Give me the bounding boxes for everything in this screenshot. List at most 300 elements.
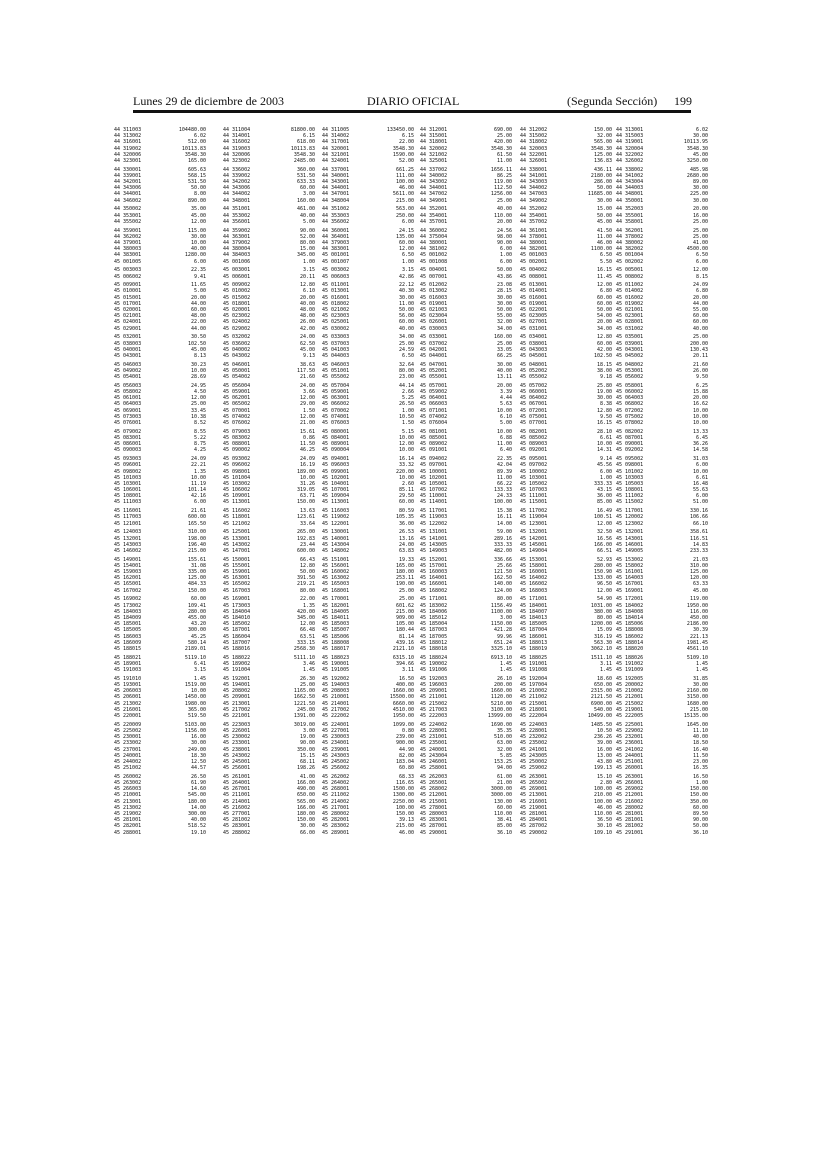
row-amount: 4.25 [193,447,206,454]
row-code: 45 214001 [322,700,350,707]
row-code: 45 038003 [114,340,142,347]
row-amount: 32.50 [596,529,612,536]
row-code: 45 262002 [322,773,350,780]
row-code: 44 375004 [420,233,448,240]
row-code: 45 052001 [420,367,448,374]
table-row [616,274,708,280]
table-row [322,259,414,265]
row-code: 45 224001 [322,721,350,728]
row-code: 45 040002 [223,346,251,353]
row-code: 44 322002 [616,151,644,158]
row-code: 44 330001 [114,166,142,173]
table-row [616,588,708,594]
row-amount: 6.00 [695,462,708,469]
row-code: 45 188019 [520,645,548,652]
row-code: 45 185002 [223,621,251,628]
row-code: 45 288001 [114,829,142,836]
row-amount: 221.13 [689,633,708,640]
row-code: 44 354001 [420,212,448,219]
row-amount: 116.65 [395,780,414,787]
row-code: 45 228001 [420,727,448,734]
row-amount: 60.00 [398,239,414,246]
row-amount: 485.98 [689,166,708,173]
row-amount: 1.00 [499,252,512,259]
table-row [114,420,206,426]
row-code: 45 185005 [520,621,548,628]
row-code: 45 165001 [114,581,142,588]
row-amount: 30.39 [692,627,708,634]
row-code: 45 121002 [223,520,251,527]
row-amount: 245.00 [296,706,315,713]
row-amount: 540.00 [593,706,612,713]
row-amount: 10.00 [596,441,612,448]
row-code: 45 229002 [616,727,644,734]
row-code: 45 065002 [223,401,251,408]
row-amount: 33.45 [190,407,206,414]
row-amount: 20.00 [692,294,708,301]
row-code: 44 379001 [114,239,142,246]
row-code: 45 244002 [114,758,142,765]
row-amount: 601.62 [395,602,414,609]
row-amount: 39.00 [596,740,612,747]
row-amount: 21.61 [190,508,206,515]
row-amount: 9.41 [193,273,206,280]
row-code: 45 218001 [520,706,548,713]
row-code: 45 013001 [322,288,350,295]
table-row [420,274,512,280]
row-code: 45 152001 [420,556,448,563]
row-code: 45 260001 [616,765,644,772]
row-code: 45 187004 [520,627,548,634]
row-amount: 89.50 [692,811,708,817]
row-code: 45 232002 [520,734,548,741]
row-code: 45 124003 [114,529,142,536]
table-row [520,588,612,594]
row-code: 45 173003 [223,602,251,609]
row-amount: 16.62 [692,401,708,408]
row-amount: 51.00 [692,499,708,506]
table-row [114,765,206,771]
row-amount: 50.00 [398,307,414,314]
row-amount: 1590.00 [392,151,414,158]
row-code: 45 055001 [420,374,448,381]
row-code: 45 231001 [420,734,448,741]
row-code: 45 018001 [223,300,251,307]
row-amount: 36.00 [398,520,414,527]
row-amount: 319.05 [296,487,315,494]
row-amount: 690.00 [493,127,512,133]
row-code: 45 283001 [420,817,448,824]
row-amount: 1656.11 [490,166,512,173]
row-amount: 135.00 [395,233,414,240]
row-amount: 15.00 [596,206,612,213]
row-code: 45 108001 [114,493,142,500]
table-column [114,127,206,836]
row-amount: 110.00 [593,811,612,817]
row-amount: 24.09 [299,456,315,463]
row-amount: 48.00 [299,313,315,320]
row-amount: 16.15 [596,420,612,426]
row-amount: 80.00 [299,587,315,594]
row-amount: 30.00 [299,823,315,830]
row-code: 45 183002 [420,602,448,609]
table-row [520,548,612,554]
row-code: 44 339002 [223,172,251,179]
row-code: 45 099001 [322,468,350,475]
row-amount: 133450.00 [386,127,414,133]
row-code: 44 344002 [223,191,251,198]
row-code: 45 188018 [420,645,448,652]
table-row [114,447,206,453]
row-code: 44 351001 [223,206,251,213]
table-row [223,521,315,527]
table-row [322,521,414,527]
row-code: 45 032001 [114,334,142,341]
row-amount: 180.00 [395,569,414,576]
row-amount: 14.31 [596,447,612,454]
row-code: 45 143003 [114,541,142,548]
row-code: 45 184002 [616,602,644,609]
row-amount: 44.00 [190,325,206,332]
row-code: 45 023004 [420,313,448,320]
row-amount: 1.45 [695,667,708,674]
row-amount: 12.00 [596,520,612,527]
row-code: 45 090003 [114,447,142,454]
row-amount: 24.59 [398,346,414,353]
row-code: 45 009001 [114,282,142,289]
row-amount: 46.25 [299,447,315,454]
row-code: 45 264001 [223,780,251,787]
row-amount: 116.00 [689,608,708,615]
row-code: 45 004001 [420,267,448,274]
row-amount: 6.25 [695,382,708,389]
table-row [114,667,206,673]
row-amount: 13.63 [299,508,315,515]
row-code: 45 037002 [420,340,448,347]
row-code: 45 215001 [420,798,448,805]
row-code: 45 164002 [520,575,548,582]
row-amount: 12.00 [190,218,206,225]
table-row [114,548,206,554]
row-amount: 651.24 [493,639,512,646]
row-amount: 15.09 [596,627,612,634]
row-amount: 133.00 [593,575,612,582]
row-amount: 239.00 [395,734,414,741]
row-code: 44 382001 [520,246,548,253]
row-code: 45 034001 [520,334,548,341]
table-row [420,499,512,505]
table-row [114,646,206,652]
row-code: 45 027001 [520,319,548,326]
row-amount: 12.80 [299,562,315,569]
row-amount: 15500.00 [389,694,414,701]
row-code: 45 096002 [223,462,251,469]
row-amount: 512.00 [187,139,206,146]
row-code: 45 188016 [223,645,251,652]
row-code: 45 291001 [616,829,644,836]
row-amount: 2121.50 [590,694,612,701]
row-amount: 1.00 [401,258,414,265]
row-amount: 100.00 [395,804,414,811]
row-code: 45 106001 [114,487,142,494]
row-amount: 16.00 [190,734,206,741]
row-amount: 890.00 [187,197,206,204]
row-code: 44 346002 [114,197,142,204]
row-code: 45 160001 [520,569,548,576]
row-amount: 11.10 [692,727,708,734]
row-amount: 14.60 [190,786,206,793]
row-amount: 63.83 [398,547,414,554]
row-code: 45 280002 [322,811,350,817]
row-code: 44 356002 [322,218,350,225]
row-code: 44 317001 [322,139,350,146]
row-amount: 12.00 [398,441,414,448]
row-code: 45 021002 [322,307,350,314]
row-code: 45 064001 [420,395,448,402]
row-code: 45 187005 [420,633,448,640]
row-amount: 68.33 [398,773,414,780]
row-amount: 16.48 [692,480,708,487]
row-amount: 24.00 [299,334,315,341]
row-amount: 210.00 [593,792,612,799]
row-code: 45 154001 [114,562,142,569]
row-code: 45 263001 [520,773,548,780]
row-code: 45 077001 [520,420,548,426]
row-amount: 13.00 [596,752,612,759]
row-code: 45 188008 [616,627,644,634]
table-row [114,830,206,836]
row-amount: 563.00 [395,206,414,213]
row-code: 45 282001 [322,817,350,824]
row-amount: 23.08 [496,282,512,289]
row-code: 45 211002 [322,792,350,799]
row-code: 45 146002 [114,547,142,554]
row-code: 44 319002 [114,145,142,152]
row-amount: 1100.00 [590,246,612,253]
table-row [223,499,315,505]
row-code: 44 348001 [223,197,251,204]
row-amount: 26.10 [496,675,512,682]
row-code: 44 358001 [616,218,644,225]
row-code: 45 094002 [420,456,448,463]
row-amount: 6.45 [695,434,708,441]
row-code: 45 246001 [420,758,448,765]
row-code: 45 029001 [114,325,142,332]
row-code: 45 101004 [223,474,251,481]
row-amount: 55.00 [692,307,708,314]
row-amount: 89.00 [692,179,708,186]
table-row [616,259,708,265]
row-code: 45 118001 [223,514,251,521]
row-amount: 40.00 [190,246,206,253]
row-code: 45 016003 [420,294,448,301]
row-amount: 90.00 [299,740,315,747]
row-amount: 24.00 [299,382,315,389]
row-amount: 1099.00 [392,721,414,728]
row-amount: 10.00 [190,239,206,246]
row-code: 44 316001 [114,139,142,146]
table-row [420,713,512,719]
row-code: 44 315002 [520,133,548,140]
row-amount: 1221.50 [293,700,315,707]
row-code: 45 213001 [520,792,548,799]
row-code: 45 185004 [420,621,448,628]
row-amount: 10113.83 [290,145,315,152]
row-code: 45 011002 [616,282,644,289]
row-amount: 1.45 [302,667,315,674]
row-code: 45 185001 [114,621,142,628]
row-code: 45 216001 [520,798,548,805]
row-code: 45 188024 [420,654,448,661]
row-code: 45 192002 [322,675,350,682]
row-code: 44 380001 [420,239,448,246]
row-amount: 19.00 [299,734,315,741]
row-amount: 30.00 [596,197,612,204]
row-amount: 25.00 [692,334,708,341]
row-code: 45 070001 [223,407,251,414]
row-code: 45 263002 [114,780,142,787]
row-code: 45 266001 [616,780,644,787]
table-row [520,353,612,359]
row-amount: 400.00 [395,682,414,689]
row-code: 45 104001 [322,480,350,487]
row-amount: 9.50 [695,374,708,381]
row-amount: 5.22 [193,434,206,441]
row-code: 44 349002 [520,197,548,204]
row-code: 45 191002 [616,660,644,667]
row-amount: 16.40 [692,746,708,753]
table-row [616,158,708,164]
row-amount: 36.10 [496,829,512,836]
row-code: 45 211002 [520,694,548,701]
row-code: 44 324001 [322,157,350,164]
row-code: 45 040001 [114,346,142,353]
row-code: 45 280002 [616,804,644,811]
row-code: 45 237001 [114,746,142,753]
row-amount: 82.00 [398,752,414,759]
row-code: 44 313001 [616,127,644,133]
row-amount: 41.50 [596,227,612,234]
row-code: 45 196003 [420,682,448,689]
row-code: 45 037003 [322,340,350,347]
row-code: 45 234001 [322,740,350,747]
row-code: 44 314001 [223,133,251,140]
row-amount: 8.00 [193,191,206,198]
row-code: 45 216001 [114,706,142,713]
row-code: 45 220009 [114,721,142,728]
row-code: 45 261001 [223,773,251,780]
row-amount: 333.15 [296,639,315,646]
row-amount: 25.00 [692,218,708,225]
row-amount: 25.00 [496,133,512,140]
row-amount: 55.00 [496,313,512,320]
row-code: 45 200002 [616,682,644,689]
row-code: 45 111001 [520,493,548,500]
row-amount: 545.00 [187,792,206,799]
table-row [322,447,414,453]
row-code: 45 281001 [616,811,644,817]
row-amount: 42.00 [299,325,315,332]
row-amount: 42.00 [596,346,612,353]
row-amount: 3.15 [302,267,315,274]
row-amount: 12.00 [299,413,315,420]
row-code: 44 382002 [616,246,644,253]
row-code: 44 362001 [616,227,644,234]
row-amount: 40.00 [496,367,512,374]
row-code: 44 360001 [322,227,350,234]
row-amount: 30.50 [190,334,206,341]
row-code: 45 192003 [420,675,448,682]
row-amount: 3.00 [302,727,315,734]
table-row [420,588,512,594]
row-code: 45 039001 [616,340,644,347]
row-code: 45 023001 [616,313,644,320]
table-row [114,588,206,594]
row-code: 45 110001 [420,493,448,500]
row-code: 45 046003 [322,361,350,368]
row-code: 45 151001 [322,556,350,563]
row-code: 45 214001 [223,798,251,805]
row-code: 45 080001 [322,428,350,435]
row-code: 45 132001 [520,529,548,536]
row-amount: 116.51 [689,535,708,542]
row-amount: 162.50 [493,575,512,582]
row-code: 45 244001 [616,752,644,759]
row-code: 45 162001 [114,575,142,582]
row-code: 45 119003 [420,514,448,521]
row-code: 45 211001 [420,694,448,701]
row-amount: 31.85 [692,675,708,682]
row-code: 45 187001 [223,627,251,634]
row-code: 45 167002 [114,587,142,594]
row-code: 45 184011 [322,615,350,621]
row-code: 45 098001 [223,468,251,475]
row-amount: 600.00 [296,547,315,554]
row-code: 45 290002 [520,829,548,836]
row-amount: 25.80 [596,382,612,389]
row-amount: 109.41 [187,602,206,609]
row-amount: 80.00 [299,239,315,246]
row-code: 45 228001 [520,727,548,734]
row-amount: 3062.10 [590,645,612,652]
row-amount: 482.00 [493,547,512,554]
row-code: 45 074002 [420,413,448,420]
row-code: 45 132001 [114,535,142,542]
row-amount: 16.50 [692,773,708,780]
row-amount: 1950.00 [686,602,708,609]
row-amount: 10.00 [398,434,414,441]
row-code: 45 073003 [114,413,142,420]
row-amount: 421.28 [493,627,512,634]
row-code: 44 318002 [520,139,548,146]
row-code: 45 006002 [114,273,142,280]
row-amount: 28.69 [190,374,206,381]
table-row [223,353,315,359]
row-amount: 250.00 [395,212,414,219]
row-code: 45 061001 [114,395,142,402]
table-row [616,713,708,719]
table-row [420,667,512,673]
row-amount: 100.51 [593,514,612,521]
row-code: 44 312001 [420,127,448,133]
row-code: 45 264002 [322,780,350,787]
row-code: 45 216002 [223,804,251,811]
row-amount: 4.44 [499,395,512,402]
row-amount: 5.85 [499,752,512,759]
row-amount: 6.00 [499,258,512,265]
row-amount: 6.00 [599,468,612,475]
row-code: 45 225001 [616,721,644,728]
